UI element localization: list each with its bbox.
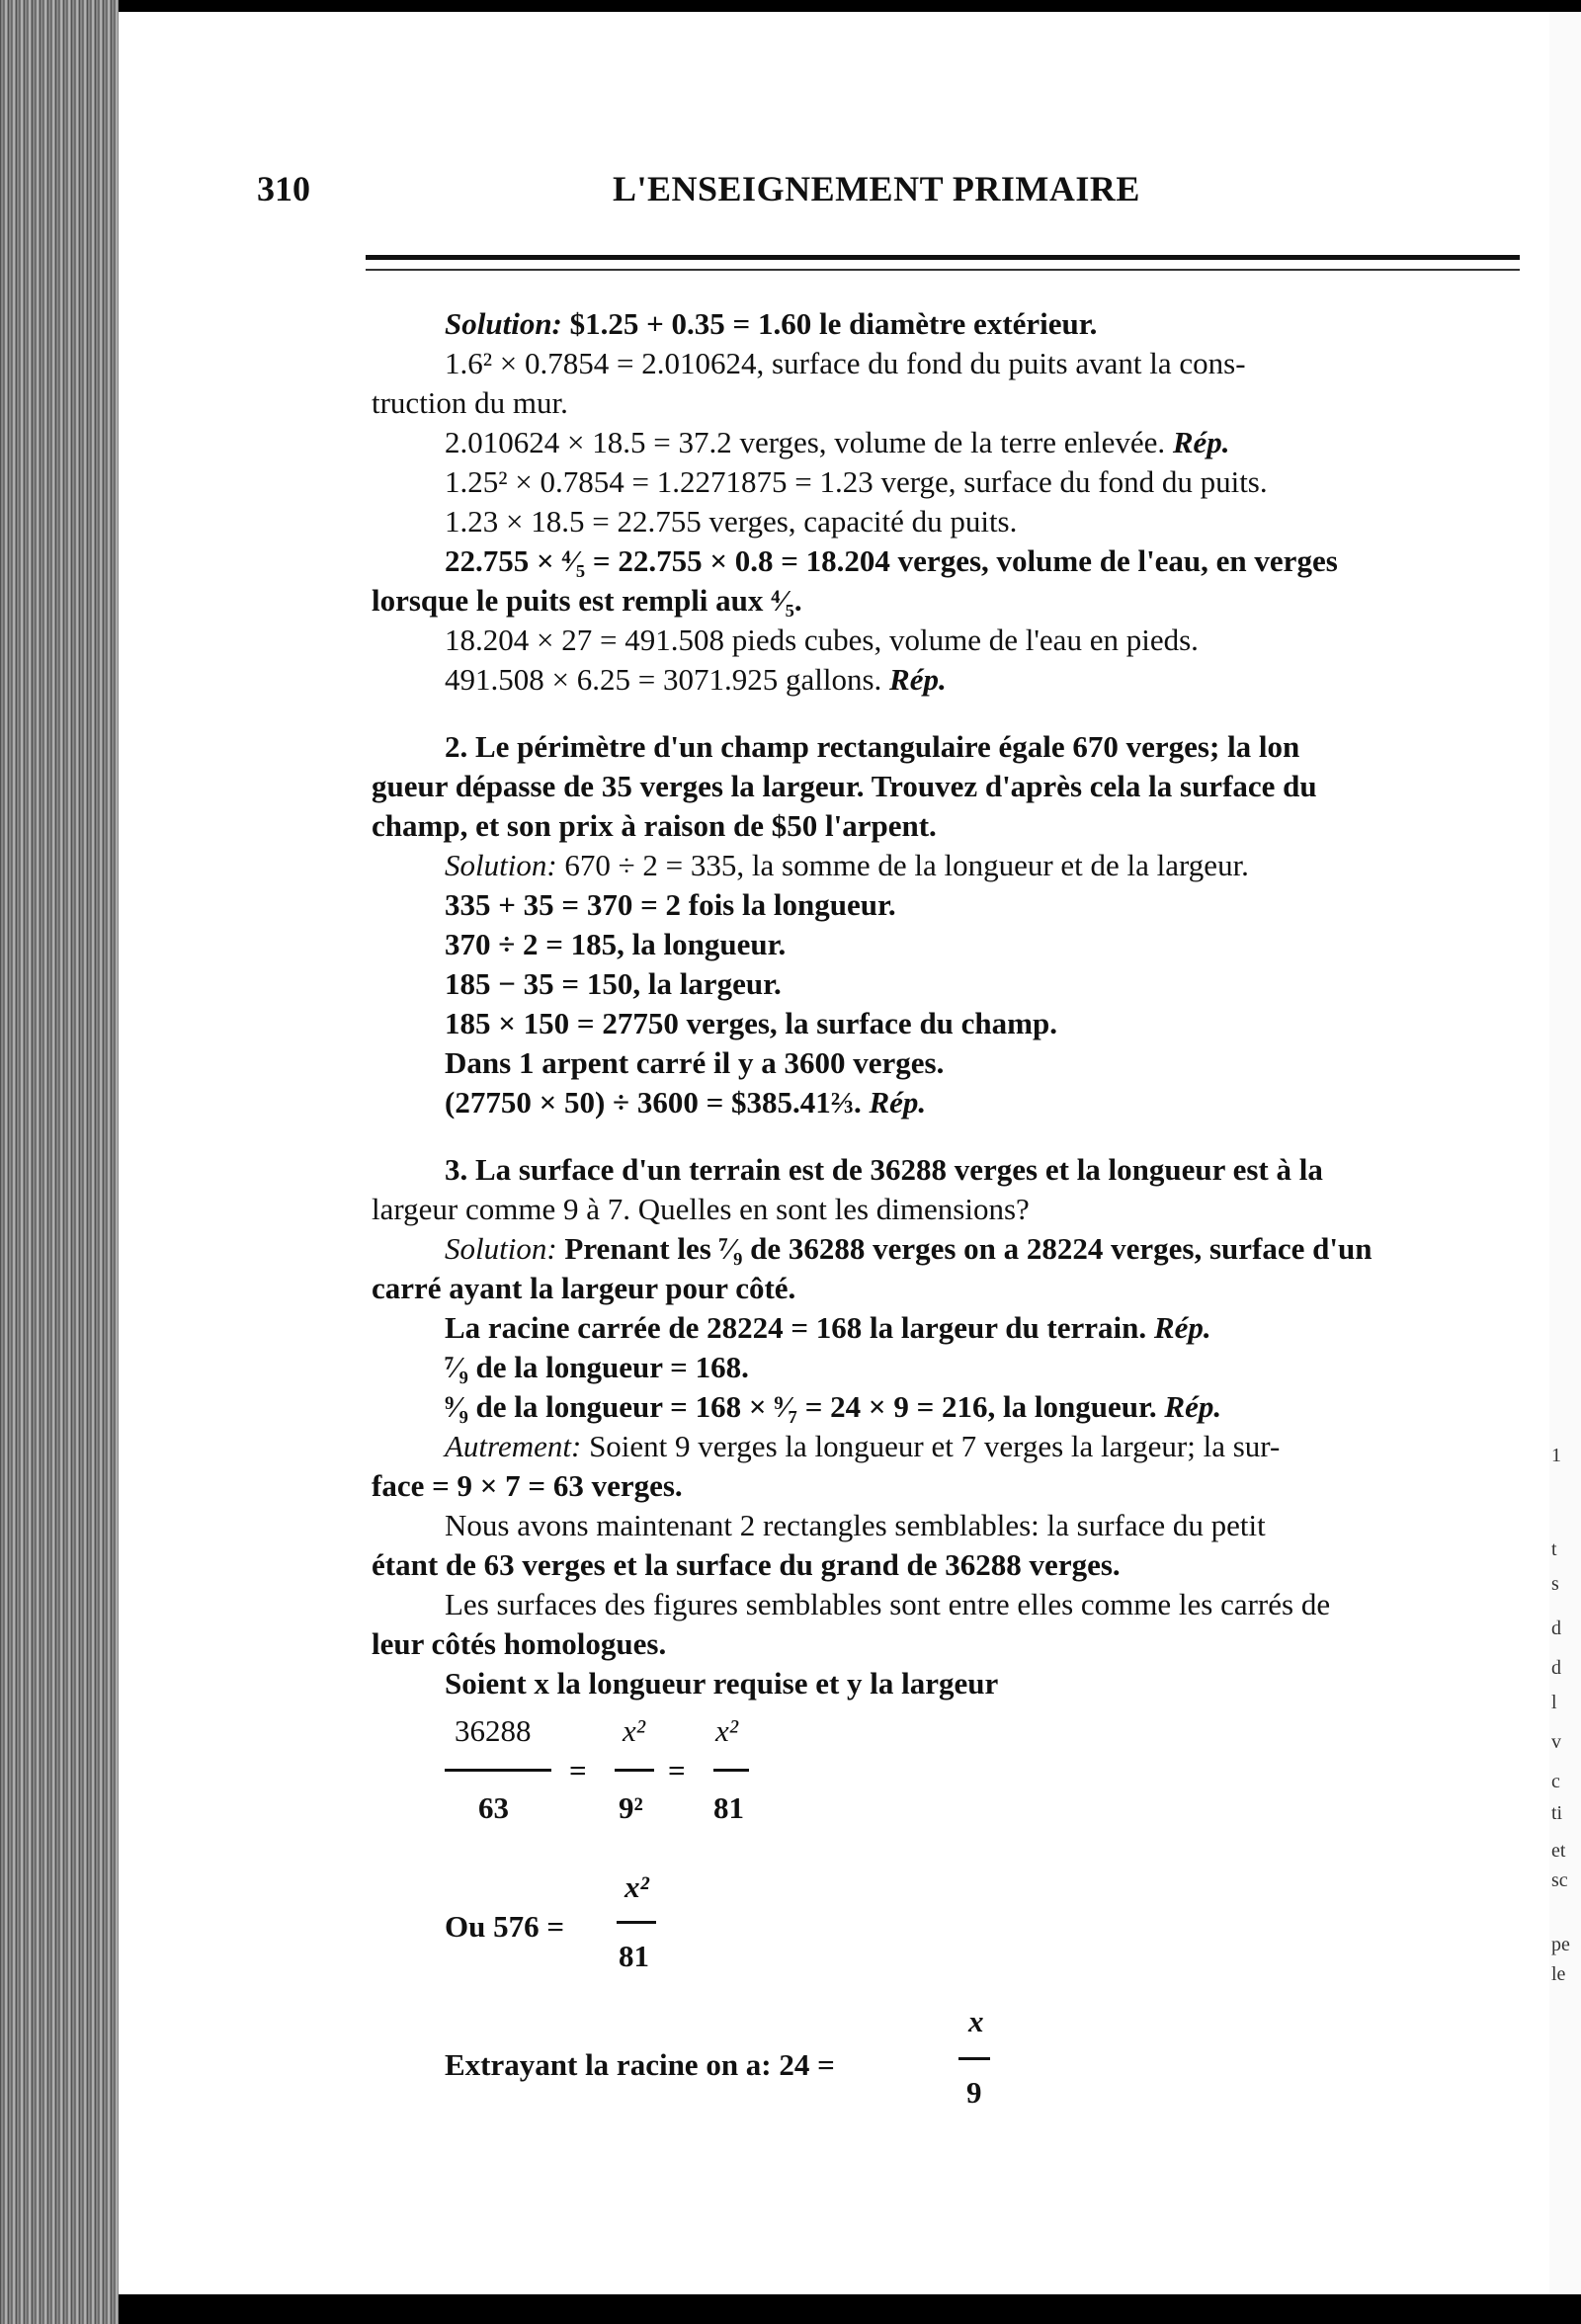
fraction-numerator: 36288 — [455, 1713, 532, 1748]
edge-fragment: d — [1551, 1618, 1561, 1639]
problem-3-line: 3. La surface d'un terrain est de 36288 verges et la longueur est à la — [445, 1152, 1323, 1187]
edge-fragment: c — [1551, 1771, 1560, 1792]
edge-fragment: pe — [1551, 1934, 1570, 1955]
line-text: 2.010624 × 18.5 = 37.2 verges, volume de la terre enlevée. — [445, 425, 1166, 459]
answer-mark: Rép. — [869, 1085, 927, 1120]
text-line: truction du mur. — [372, 385, 568, 420]
equation-extrayant — [372, 1986, 1528, 2110]
fraction-denominator: 63 — [478, 1790, 509, 1825]
fraction-denominator: 81 — [713, 1790, 744, 1825]
fraction-numerator: x² — [715, 1713, 739, 1748]
fraction-bar — [958, 2057, 990, 2060]
edge-fragment: sc — [1551, 1869, 1568, 1891]
answer-mark: Rép. — [889, 662, 947, 697]
equation-left: Ou 576 = — [445, 1909, 565, 1944]
text-line: 335 + 35 = 370 = 2 fois la longueur. — [445, 887, 896, 922]
fraction-bar — [615, 1769, 654, 1772]
equation-ou-576 — [372, 1868, 1528, 1986]
solution-label: Solution: — [445, 848, 557, 882]
line-text: La racine carrée de 28224 = 168 la largeur du terrain. — [445, 1310, 1147, 1345]
problem-3-line: largeur comme 9 à 7. Quelles en sont les dimensions? — [372, 1192, 1030, 1226]
answer-mark: Rép. — [1172, 425, 1230, 459]
equation-proportion — [372, 1703, 1528, 1868]
problem-2-line: champ, et son prix à raison de $50 l'arpent. — [372, 808, 937, 843]
header-rule-thick — [366, 255, 1520, 260]
line-text: Soient 9 verges la longueur et 7 verges la largeur; la sur- — [589, 1429, 1281, 1463]
text-line: carré ayant la largeur pour côté. — [372, 1271, 796, 1305]
fraction-numerator: x² — [624, 1869, 649, 1904]
fraction-denominator: 9 — [966, 2075, 982, 2110]
problem-2-line: 2. Le périmètre d'un champ rectangulaire égale 670 verges; la lon — [445, 729, 1300, 764]
text-line: face = 9 × 7 = 63 verges. — [372, 1468, 683, 1503]
page-number: 310 — [257, 169, 310, 208]
text-line: ⁷⁄₉ de la longueur = 168. — [445, 1350, 749, 1384]
text-line — [372, 1427, 1528, 1466]
problem-2-line: gueur dépasse de 35 verges la largeur. Trouvez d'après cela la surface du — [372, 769, 1317, 803]
edge-fragment: l — [1551, 1692, 1557, 1713]
text-line — [372, 1308, 1528, 1348]
edge-fragment: v — [1551, 1731, 1561, 1753]
fraction-numerator: x — [968, 2004, 984, 2038]
text-line: Dans 1 arpent carré il y a 3600 verges. — [445, 1045, 945, 1080]
equals-sign: = — [569, 1753, 587, 1787]
text-line: leur côtés homologues. — [372, 1626, 667, 1661]
text-line: 1.25² × 0.7854 = 1.2271875 = 1.23 verge, surface du fond du puits. — [445, 464, 1268, 499]
solution-label: Solution: — [445, 306, 562, 341]
text-line: Nous avons maintenant 2 rectangles semblables: la surface du petit — [445, 1508, 1266, 1542]
text-line: 185 − 35 = 150, la largeur. — [445, 966, 782, 1001]
edge-fragment: 1 — [1551, 1445, 1561, 1466]
autrement-label: Autrement: — [445, 1429, 582, 1463]
line-text: ⁹⁄₉ de la longueur = 168 × ⁹⁄₇ = 24 × 9 = 216, la longueur. — [445, 1389, 1157, 1424]
edge-fragment: le — [1551, 1963, 1566, 1985]
edge-fragment: t — [1551, 1538, 1557, 1560]
text-line — [372, 1387, 1528, 1427]
running-title: L'ENSEIGNEMENT PRIMAIRE — [613, 169, 1140, 208]
text-line — [372, 423, 1528, 462]
line-text: $1.25 + 0.35 = 1.60 le diamètre extérieur. — [569, 306, 1098, 341]
line-text: 491.508 × 6.25 = 3071.925 gallons. — [445, 662, 882, 697]
page-header — [257, 168, 1522, 217]
text-line: 185 × 150 = 27750 verges, la surface du champ. — [445, 1006, 1057, 1040]
text-line: Soient x la longueur requise et y la largeur — [445, 1666, 999, 1701]
edge-fragment: d — [1551, 1657, 1561, 1679]
fraction-bar — [713, 1769, 749, 1772]
header-rule-thin — [366, 269, 1520, 271]
text-line: Les surfaces des figures semblables sont entre elles comme les carrés de — [445, 1587, 1331, 1621]
text-line: 1.23 × 18.5 = 22.755 verges, capacité du puits. — [445, 504, 1018, 539]
answer-mark: Rép. — [1164, 1389, 1222, 1424]
text-line — [372, 304, 1528, 344]
text-line — [372, 846, 1528, 885]
text-line — [372, 1229, 1528, 1269]
fraction-bar — [617, 1921, 656, 1924]
text-line: 22.755 × ⁴⁄₅ = 22.755 × 0.8 = 18.204 verges, volume de l'eau, en verges — [445, 543, 1338, 578]
text-line: 18.204 × 27 = 491.508 pieds cubes, volume de l'eau en pieds. — [445, 622, 1199, 657]
solution-label: Solution: — [445, 1231, 557, 1266]
fraction-denominator: 9² — [619, 1790, 643, 1825]
fraction-bar — [445, 1769, 551, 1772]
fraction-numerator: x² — [623, 1713, 646, 1748]
line-text: 670 ÷ 2 = 335, la somme de la longueur et de la largeur. — [564, 848, 1249, 882]
book-spine-edge — [0, 0, 119, 2324]
text-line: 1.6² × 0.7854 = 2.010624, surface du fond du puits avant la cons- — [445, 346, 1246, 380]
fraction-denominator: 81 — [619, 1939, 649, 1973]
text-line: 370 ÷ 2 = 185, la longueur. — [445, 927, 787, 961]
text-line: lorsque le puits est rempli aux ⁴⁄₅. — [372, 583, 802, 618]
line-text: Prenant les ⁷⁄₉ de 36288 verges on a 28224 verges, surface d'un — [564, 1231, 1373, 1266]
equation-left: Extrayant la racine on a: 24 = — [445, 2047, 835, 2082]
edge-fragment: ti — [1551, 1802, 1563, 1824]
edge-fragment: et — [1551, 1840, 1566, 1862]
text-line — [372, 660, 1528, 700]
edge-fragment: s — [1551, 1573, 1559, 1595]
answer-mark: Rép. — [1153, 1310, 1211, 1345]
line-text: (27750 × 50) ÷ 3600 = $385.41⅔. — [445, 1085, 862, 1120]
text-line — [372, 1083, 1528, 1122]
facing-page-edge — [1549, 12, 1581, 2294]
text-line: étant de 63 verges et la surface du grand de 36288 verges. — [372, 1547, 1121, 1582]
equals-sign: = — [668, 1753, 686, 1787]
page-body — [372, 304, 1528, 2110]
